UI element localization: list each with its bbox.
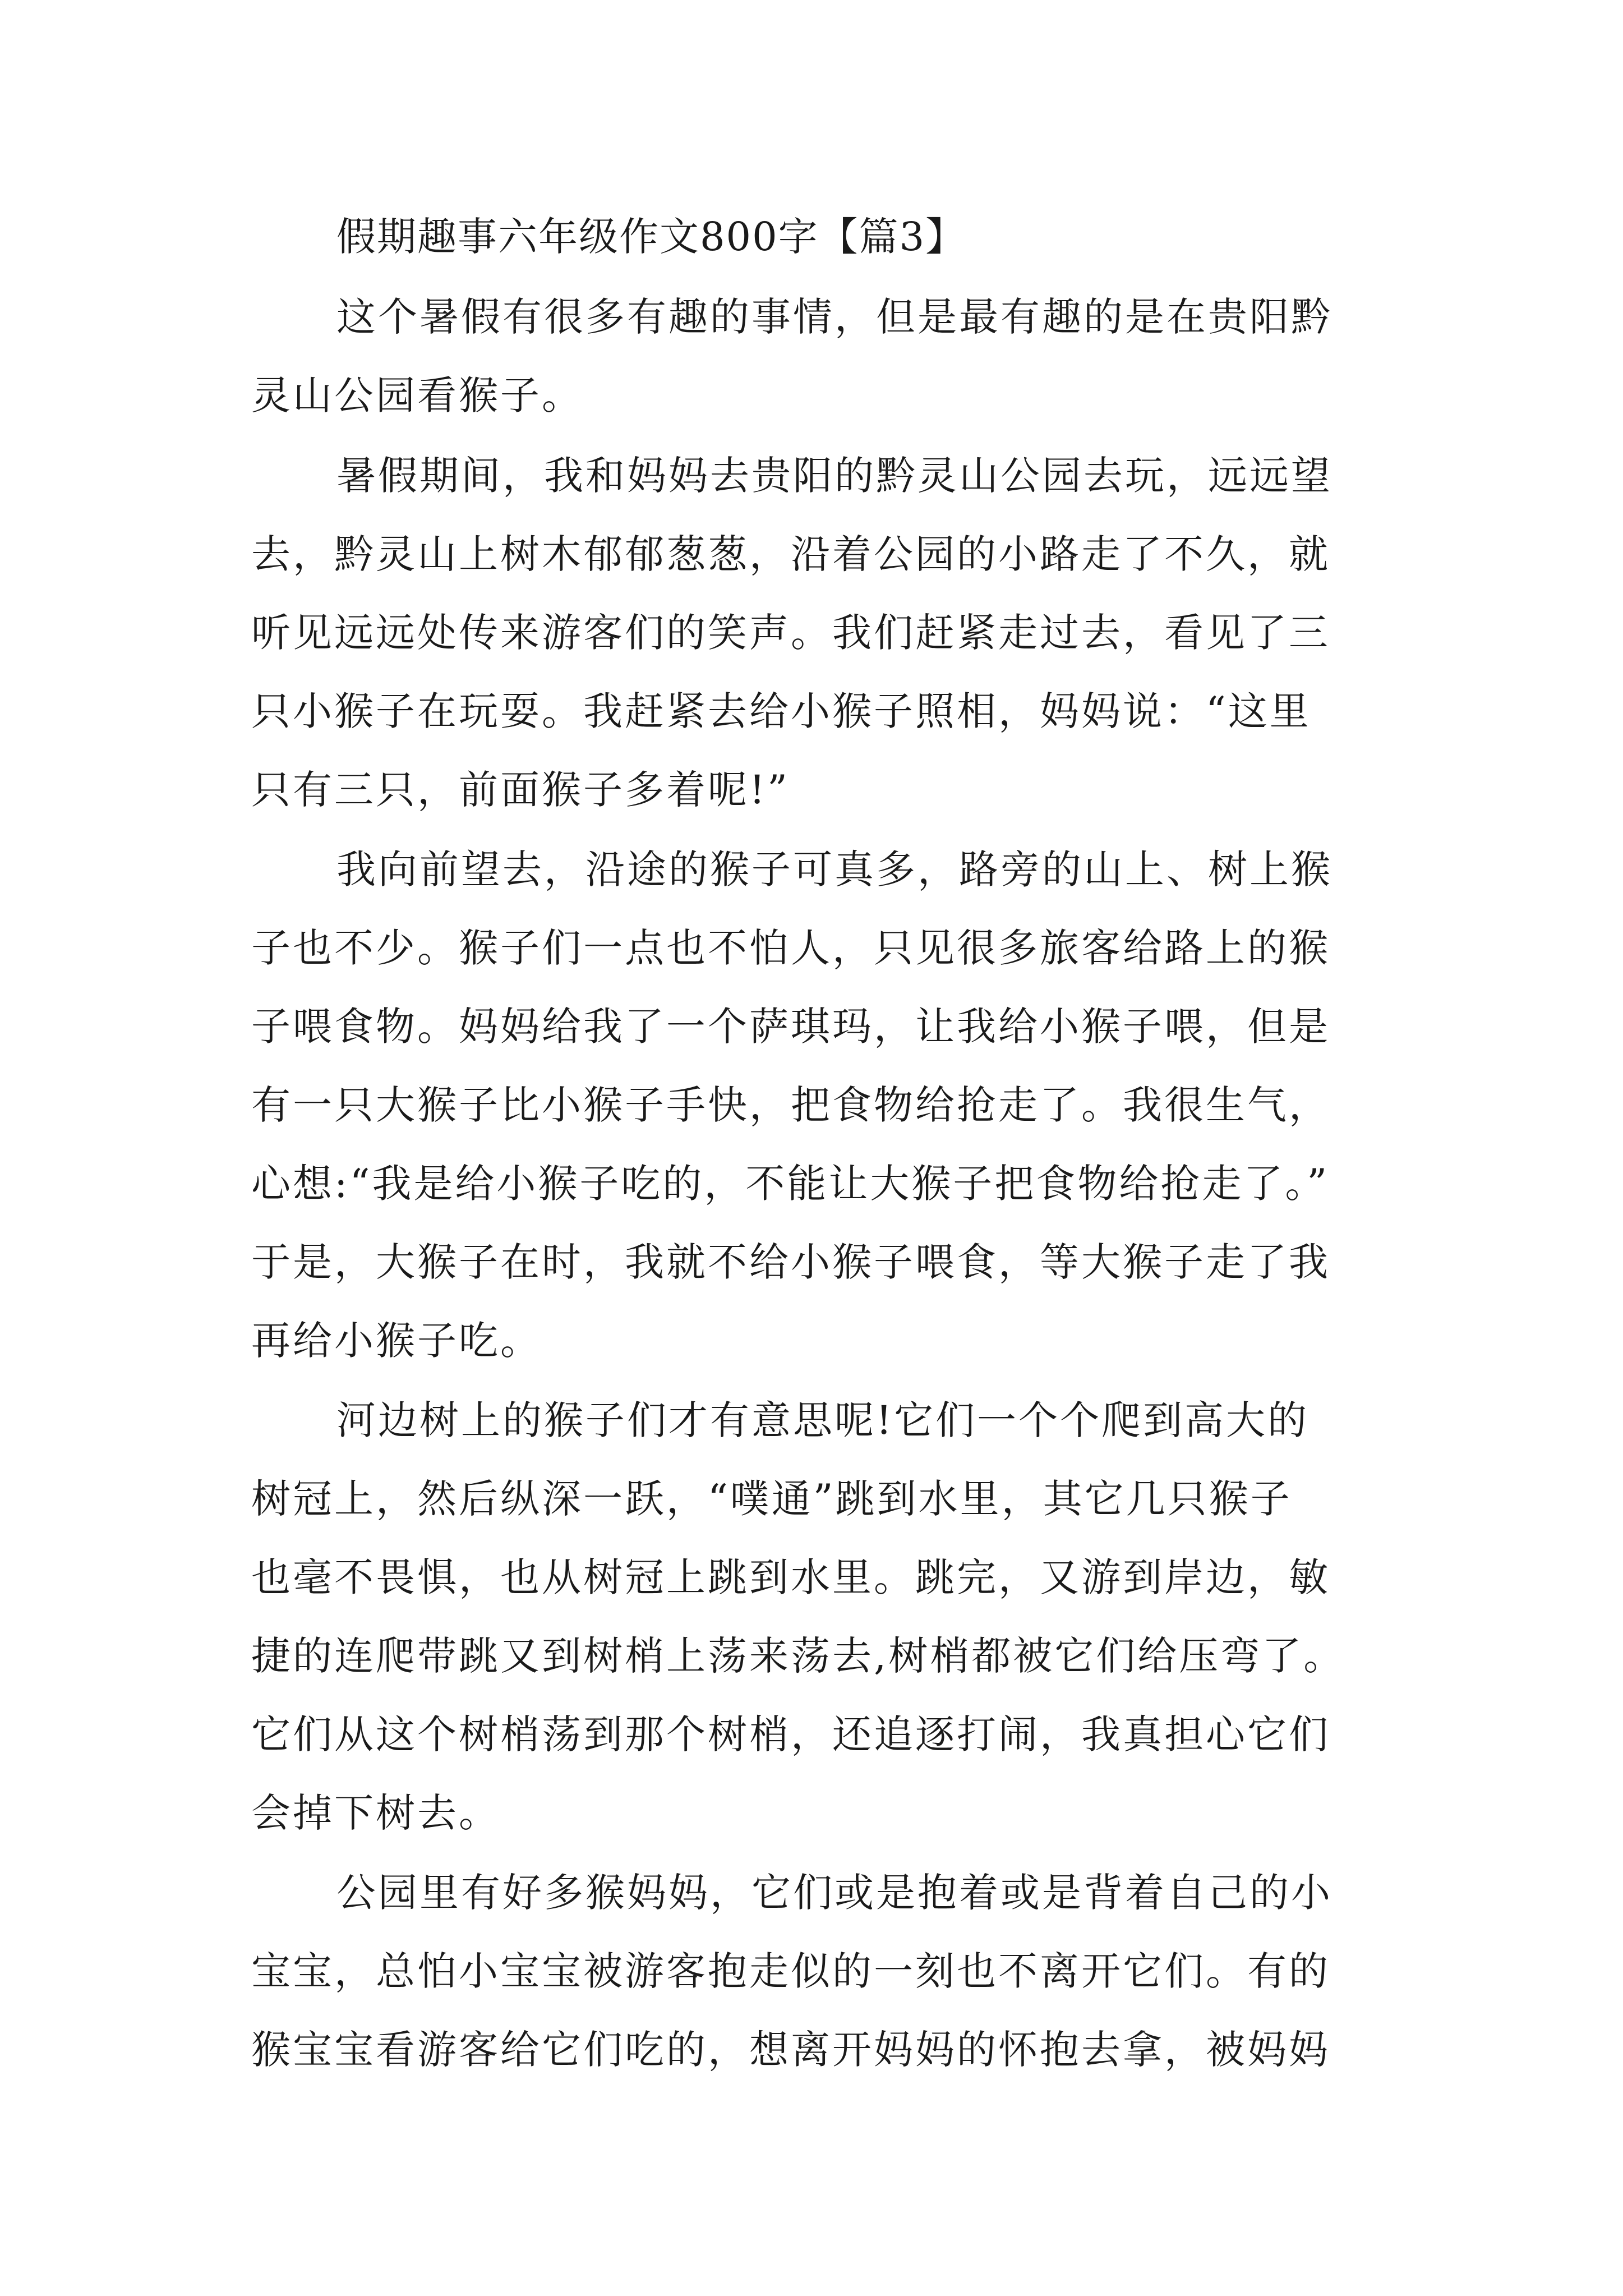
text-line: 子喂食物。妈妈给我了一个萨琪玛，让我给小猴子喂，但是 xyxy=(251,1004,1330,1050)
text-line: 再给小猴子吃。 xyxy=(251,1318,542,1364)
text-line: 暑假期间，我和妈妈去贵阳的黔灵山公园去玩，远远望 xyxy=(336,453,1332,499)
text-line: 树冠上，然后纵深一跃，“噗通”跳到水里，其它几只猴子 xyxy=(251,1476,1292,1522)
text-line: 灵山公园看猴子。 xyxy=(251,372,583,418)
text-line: 有一只大猴子比小猴子手快，把食物给抢走了。我很生气， xyxy=(251,1082,1330,1128)
text-line: 这个暑假有很多有趣的事情，但是最有趣的是在贵阳黔 xyxy=(336,294,1332,340)
text-line: 只有三只，前面猴子多着呢!” xyxy=(251,767,790,813)
text-line: 心想:“我是给小猴子吃的，不能让大猴子把食物给抢走了。” xyxy=(251,1161,1330,1207)
text-line: 于是，大猴子在时，我就不给小猴子喂食，等大猴子走了我 xyxy=(251,1239,1330,1285)
text-line: 只小猴子在玩耍。我赶紧去给小猴子照相，妈妈说：“这里 xyxy=(251,688,1311,734)
page-title: 假期趣事六年级作文800字【篇3】 xyxy=(336,214,966,260)
text-line: 它们从这个树梢荡到那个树梢，还追逐打闹，我真担心它们 xyxy=(251,1711,1330,1757)
text-line: 猴宝宝看游客给它们吃的，想离开妈妈的怀抱去拿，被妈妈 xyxy=(251,2027,1330,2073)
text-line: 河边树上的猴子们才有意思呢!它们一个个爬到高大的 xyxy=(336,1397,1310,1443)
text-line: 捷的连爬带跳又到树梢上荡来荡去,树梢都被它们给压弯了。 xyxy=(251,1633,1345,1679)
text-line: 公园里有好多猴妈妈，它们或是抱着或是背着自己的小 xyxy=(336,1870,1332,1916)
text-line: 子也不少。猴子们一点也不怕人，只见很多旅客给路上的猴 xyxy=(251,925,1330,971)
text-line: 宝宝，总怕小宝宝被游客抱走似的一刻也不离开它们。有的 xyxy=(251,1948,1330,1994)
text-line: 去，黔灵山上树木郁郁葱葱，沿着公园的小路走了不久，就 xyxy=(251,531,1330,577)
text-line: 也毫不畏惧，也从树冠上跳到水里。跳完，又游到岸边，敏 xyxy=(251,1554,1330,1600)
text-line: 我向前望去，沿途的猴子可真多，路旁的山上、树上猴 xyxy=(336,846,1332,892)
text-line: 听见远远处传来游客们的笑声。我们赶紧走过去，看见了三 xyxy=(251,610,1330,656)
text-line: 会掉下树去。 xyxy=(251,1790,500,1836)
